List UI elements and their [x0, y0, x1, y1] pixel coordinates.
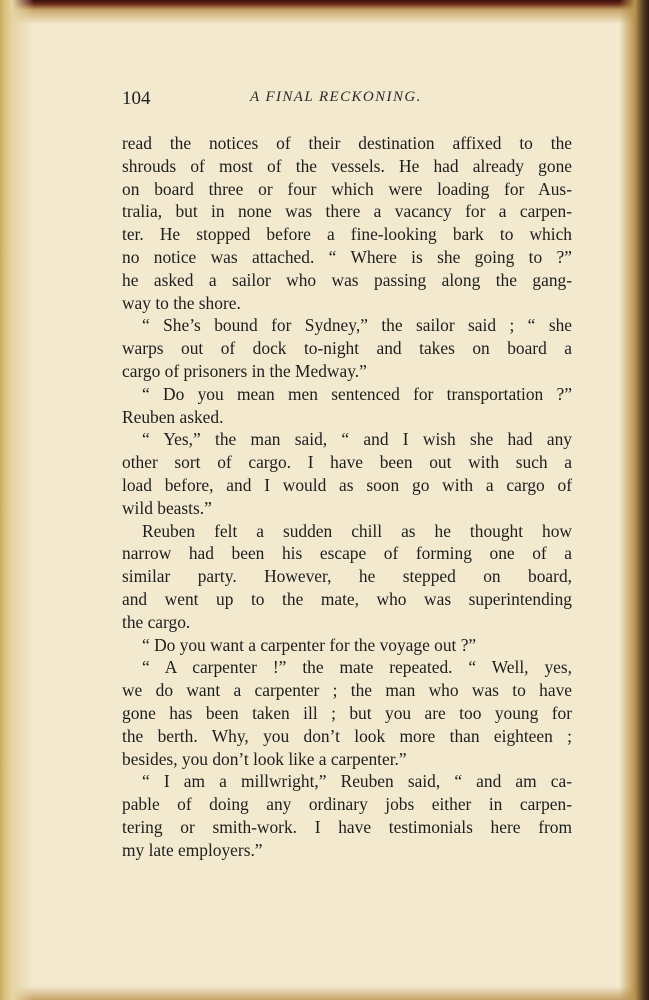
text-line: way to the shore. [122, 292, 241, 313]
text-line: and went up to the mate, who was superintending [122, 588, 572, 609]
text-line: “ I am a millwright,” Reuben said, “ and am ca- [142, 771, 572, 792]
text-line: tering or smith-work. I have testimonials here from [122, 816, 572, 837]
text-line: other sort of cargo. I have been out with such a [122, 452, 572, 473]
text-line: “ A carpenter !” the mate repeated. “ Well, yes, [142, 657, 572, 678]
text-line: load before, and I would as soon go with a cargo of [122, 474, 572, 495]
running-title: A FINAL RECKONING. [250, 89, 422, 105]
text-line: Reuben asked. [122, 406, 224, 427]
text-line: “ Do you mean men sentenced for transportation ?” [142, 383, 572, 404]
text-line: shrouds of most of the vessels. He had already gone [122, 155, 572, 176]
text-line: Reuben felt a sudden chill as he thought how [142, 520, 572, 541]
text-line: on board three or four which were loading for Aus- [122, 178, 572, 199]
text-line: he asked a sailor who was passing along the gang- [122, 269, 572, 290]
text-line: “ Yes,” the man said, “ and I wish she had any [142, 429, 572, 450]
text-line: we do want a carpenter ; the man who was to have [122, 680, 572, 701]
text-line: read the notices of their destination affixed to the [122, 133, 572, 153]
text-line: gone has been taken ill ; but you are too young for [122, 702, 572, 723]
text-line: cargo of prisoners in the Medway.” [122, 360, 367, 381]
text-line: “ Do you want a carpenter for the voyage out ?” [142, 634, 477, 655]
text-line: besides, you don’t look like a carpenter.” [122, 748, 407, 769]
text-line: no notice was attached. “ Where is she going to ?” [122, 246, 572, 267]
text-line: ter. He stopped before a fine-looking bark to which [122, 224, 572, 245]
text-line: similar party. However, he stepped on board, [122, 566, 572, 587]
text-line: “ She’s bound for Sydney,” the sailor said ; “ she [142, 315, 572, 336]
text-line: my late employers.” [122, 839, 263, 860]
text-line: pable of doing any ordinary jobs either in carpen- [122, 794, 572, 815]
text-line: the cargo. [122, 611, 191, 632]
text-line: the berth. Why, you don’t look more than eighteen ; [122, 725, 572, 746]
page-header [122, 88, 572, 112]
text-line: warps out of dock to-night and takes on board a [122, 338, 572, 359]
text-line: wild beasts.” [122, 497, 212, 518]
body-text [122, 132, 572, 862]
page-number: 104 [122, 88, 151, 109]
text-line: tralia, but in none was there a vacancy for a carpen- [122, 201, 572, 222]
text-line: narrow had been his escape of forming one of a [122, 543, 572, 564]
